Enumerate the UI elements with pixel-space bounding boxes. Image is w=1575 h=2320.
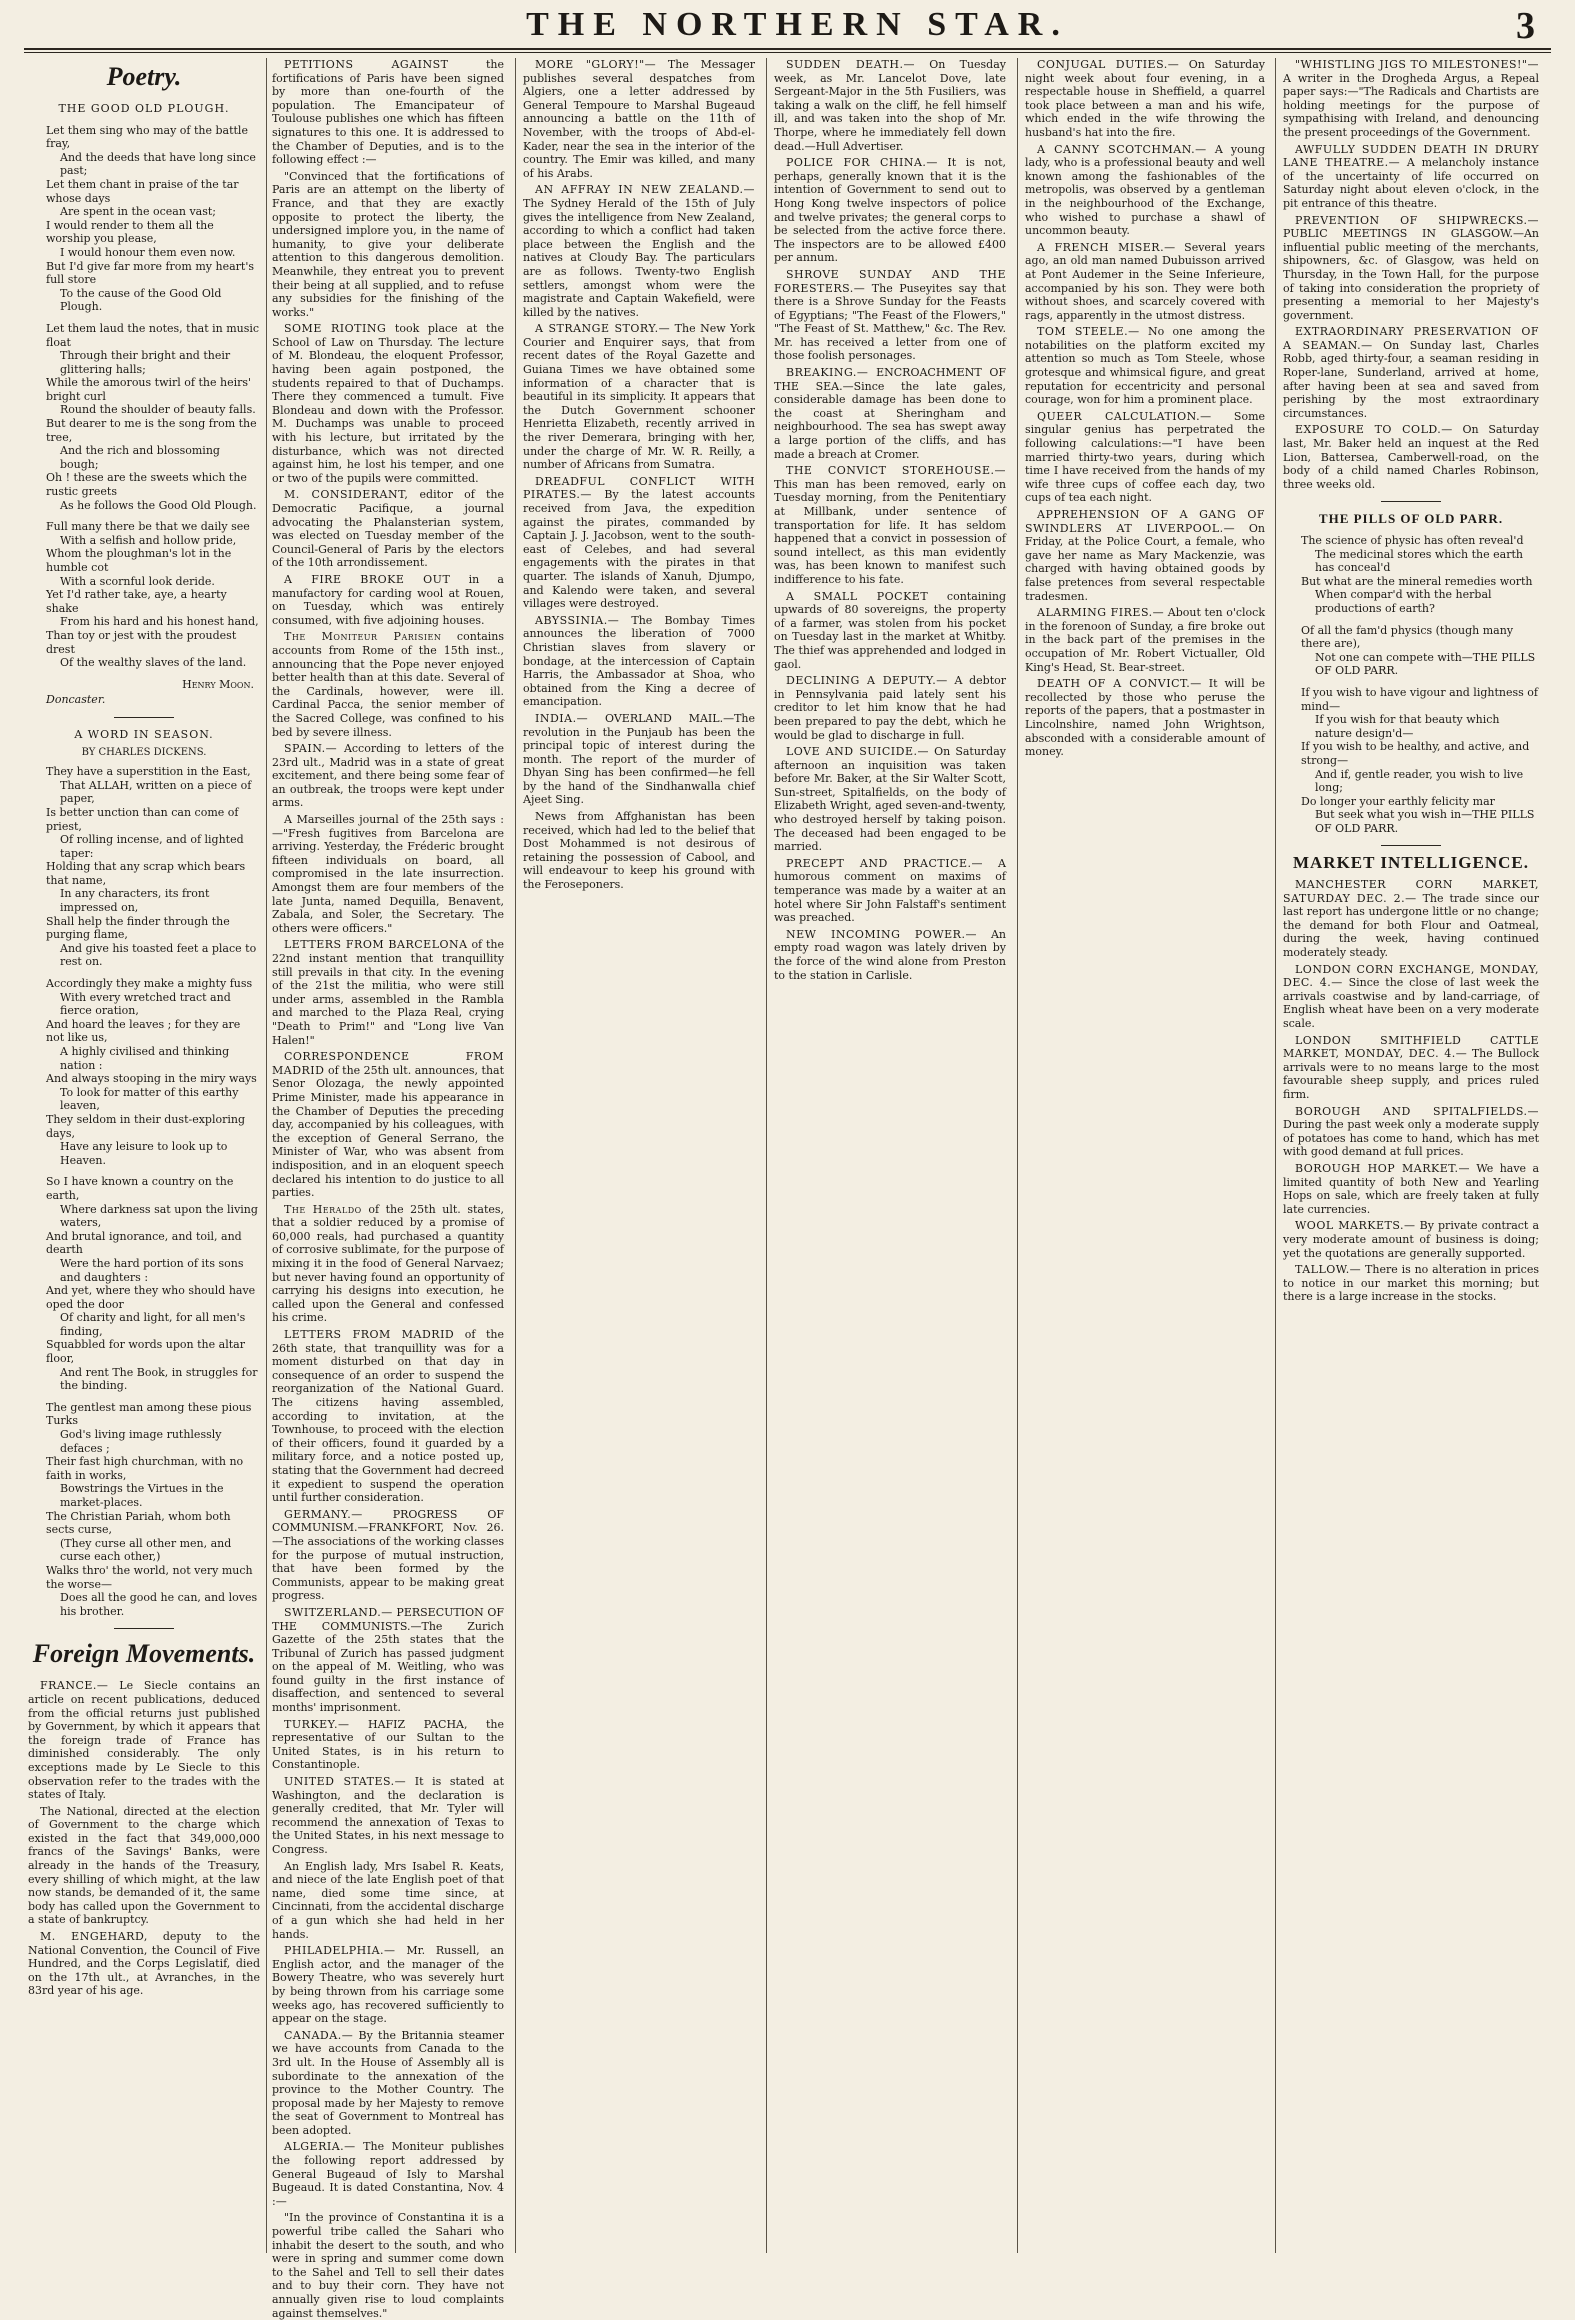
- article-lead: PETITIONS AGAINST: [284, 58, 449, 71]
- stanza: [46, 321, 263, 512]
- verse-line: But I'd give far more from my heart's full store: [46, 259, 258, 287]
- verse-line: With every wretched tract and fierce oration,: [60, 990, 235, 1018]
- article-paragraph: [272, 630, 504, 739]
- verse-line: As he follows the Good Old Plough.: [60, 498, 257, 512]
- verse-line: And if, gentle reader, you wish to live long;: [1315, 767, 1527, 795]
- article-lead: NEW INCOMING POWER.—: [786, 927, 977, 941]
- article-text: During the past week only a moderate supply of potatoes has come to hand, which has met with good demand at full prices.: [1283, 1118, 1539, 1159]
- article-lead: A FRENCH MISER.—: [1037, 240, 1176, 254]
- verse-line: And the rich and blossoming bough;: [60, 444, 224, 471]
- article-paragraph: [272, 1328, 504, 1505]
- article-text: On Saturday afternoon an inquisition was taken before Mr. Baker, at the Sir Walter Scott, Sun-street, Spitalfields, on the body of Elizabeth Wright, aged seven-and-twenty, who destroyed herself by taking poison. The deceased had been engaged to be married.: [774, 745, 1006, 854]
- article-text: It will be recollected by those who peruse the reports of the papers, that a postmaster in Lincolnshire, named John Wrightson, absconded with a considerable amount of money.: [1025, 677, 1266, 759]
- article-paragraph: [272, 1606, 504, 1715]
- article-text: PUBLIC MEETINGS IN GLASGOW.—An influential public meeting of the merchants, shipowners, &c. of Glasgow, was held on Thursday, in the Town Hall, for the purpose of taking into consideration the propriety of presenting a memorial to her Majesty's government.: [1283, 227, 1539, 322]
- article-paragraph: [272, 488, 504, 570]
- verse-line: And brutal ignorance, and toil, and dearth: [46, 1229, 246, 1257]
- article-text: It is not, perhaps, generally known that it is the intention of Government to send out to Hong Kong twelve inspectors of police and twelve privates; the general corps to be selected from the active force there. The inspectors are to be allowed £400 per annum.: [774, 156, 1006, 265]
- article-lead: A CANNY SCOTCHMAN.—: [1037, 142, 1207, 156]
- article-paragraph: [523, 58, 755, 180]
- article-lead: TURKEY.—: [284, 1717, 350, 1731]
- article-list: [272, 58, 504, 2320]
- article-lead: "WHISTLING JIGS TO MILESTONES!"—: [1295, 58, 1539, 71]
- article-text: A melancholy instance of the uncertainty of life occurred on Saturday night about eleven o'clock, in the pit entrance of this theatre.: [1283, 156, 1540, 210]
- article-lead: DECLINING A DEPUTY.—: [786, 674, 948, 688]
- verse-line: Where darkness sat upon the living waters,: [60, 1202, 262, 1230]
- article-paragraph: [523, 712, 755, 807]
- verse-line: Are spent in the ocean vast;: [60, 205, 216, 219]
- article-text: About ten o'clock in the forenoon of Sunday, a fire broke out in the back part of the premises in the occupation of Mr. Robert Victualler, Old King's Head, St. Bear-street.: [1025, 606, 1265, 674]
- article-paragraph: [1025, 677, 1265, 759]
- article-lead: LOVE AND SUICIDE.—: [786, 745, 929, 759]
- article-paragraph: [1283, 1219, 1539, 1260]
- verse-line: And rent The Book, in struggles for the binding.: [60, 1365, 261, 1393]
- stanza: [46, 1401, 260, 1619]
- article-text: took place at the School of Law on Thursday. The lecture of M. Blondeau, the eloquent Professor, having been again postponed, the students repaired to that of Duchamps. There they commenced a tumult. Five Blondeau and down with the Professor. M. Duchamps was unable to proceed with his lecture, but irritated by the disturbance, which was not directed against him, he lost his temper, and one or two of the pupils were committed.: [272, 322, 504, 485]
- poem-body: [46, 123, 263, 670]
- article-paragraph: [1025, 241, 1265, 323]
- verse-line: Their fast high churchman, with no faith in works,: [46, 1455, 247, 1482]
- article-text: containing upwards of 80 sovereigns, the property of a farmer, was stolen from his pocket on Tuesday last in the market at Whitby. The thief was apprehended and lodged in gaol.: [774, 589, 1006, 671]
- article-text: The Sydney Herald of the 15th of July gives the intelligence from New Zealand, according to which a conflict had taken place between the English and the natives at Cloudy Bay. The particulars are as follows. Twenty-two English settlers, amongst whom were the magistrate and Captain Wakefield, were killed by the natives.: [523, 196, 755, 319]
- verse-line: To look for matter of this earthy leaven,: [60, 1085, 242, 1113]
- article-lead: CANADA.—: [284, 2028, 354, 2042]
- article-text: Le Siecle contains an article on recent publications, deduced from the official returns just published by Government, by which it appears that the foreign trade of France has diminished considerably. The only exceptions made by Le Siecle to this observation refer to the trades with the states of Italy.: [28, 1679, 261, 1802]
- article-paragraph: [523, 322, 755, 472]
- article-paragraph: [1025, 325, 1265, 407]
- verse-line: Have any leisure to look up to Heaven.: [60, 1140, 231, 1167]
- section-heading-foreign: Foreign Movements.: [32, 1639, 256, 1669]
- verse-line: I would render to them all the worship you please,: [46, 218, 218, 246]
- article-lead: LONDON SMITHFIELD CATTLE MARKET, MONDAY, DEC. 4.—: [1283, 1033, 1539, 1061]
- verse-line: Than toy or jest with the proudest drest: [46, 628, 240, 656]
- article-paragraph: [1283, 58, 1539, 140]
- article-text: The trade since our last report has undergone little or no change; the demand for both Flour and Oatmeal, during the week, having continued moderately steady.: [1283, 891, 1539, 960]
- verse-line: Full many there be that we daily see: [46, 520, 250, 534]
- article-lead: AWFULLY SUDDEN DEATH IN DRURY LANE THEATRE.—: [1283, 142, 1539, 170]
- verse-line: Bowstrings the Virtues in the market-places.: [60, 1482, 228, 1509]
- article-lead: POLICE FOR CHINA.—: [786, 156, 938, 170]
- article-paragraph: [523, 614, 755, 709]
- article-lead: A SMALL POCKET: [786, 589, 929, 603]
- rule-divider: [1381, 845, 1441, 846]
- article-lead: ALGERIA.—: [284, 2140, 356, 2154]
- stanza: [46, 124, 260, 314]
- article-paragraph: [1025, 143, 1265, 238]
- column-divider: [266, 58, 267, 2253]
- article-text: An English lady, Mrs Isabel R. Keats, and niece of the late English poet of that name, died some time since, at Cincinnati, from the accidental discharge of a gun which she had held in her hands.: [272, 1859, 504, 1941]
- verse-line: Yet I'd rather take, aye, a hearty shake: [46, 588, 231, 615]
- verse-line: To the cause of the Good Old Plough.: [60, 286, 225, 314]
- article-paragraph: [523, 810, 755, 892]
- article-paragraph: [774, 674, 1006, 742]
- article-text: The Messager publishes several despatches from Algiers, one a letter addressed by General Tempoure to Marshal Bugeaud announcing a battle on the 11th of November, with the troops of Abd-el-Kader, near the sea in the interior of the country. The Emir was killed, and many of his Arabs.: [523, 58, 756, 180]
- article-text: Several years ago, an old man named Dubuisson arrived at Pont Audemer in the Seine Inferieure, accompanied by his son. They were both without shoes, and scarcely covered with rags, apparently in the utmost distress.: [1025, 240, 1266, 322]
- stanza: [46, 520, 260, 670]
- article-text: The National, directed at the election of Government to the charge which existed in the fact that 349,000,000 francs of the Savings' Banks, were already in the hands of the Treasury, every shilling of which might, at the law now stands, be demanded of it, the same body has called upon the Government to a state of bankruptcy.: [28, 1804, 260, 1927]
- article-text: the fortifications of Paris have been signed by more than one-fourth of the population. The Emancipateur of Toulouse publishes one which has fifteen signatures to this one. It is addressed to the Chamber of Deputies, and is to the following effect :—: [272, 58, 504, 167]
- article-lead: SPAIN.—: [284, 742, 338, 756]
- article-paragraph: [272, 170, 504, 320]
- column-divider: [1017, 58, 1018, 2253]
- article-text: "Convinced that the fortifications of Paris are an attempt on the liberty of France, and that they are exactly opposite to protect the liberty, the undersigned implore you, in the name of humanity, to give your deliberate attention to this dangerous demolition. Meanwhile, they entreat you to prevent their being at all supplied, and to refuse any subsidies for the finishing of the works.": [272, 169, 504, 319]
- poem-title: THE PILLS OF OLD PARR.: [1318, 511, 1504, 527]
- article-lead: AN AFFRAY IN NEW ZEALAND.—: [535, 183, 755, 197]
- article-text: contains accounts from Rome of the 15th inst., announcing that the Pope never enjoyed better health than at this date. Several of the Cardinals, however, were ill. Cardinal Pacca, the senior member of the Sacred College, was confined to his bed by severe illness.: [272, 630, 504, 739]
- article-lead: PREVENTION OF SHIPWRECKS.—: [1295, 213, 1539, 227]
- verse-line: God's living image ruthlessly defaces ;: [60, 1428, 225, 1455]
- column-news: [1025, 58, 1265, 2253]
- verse-line: They seldom in their dust-exploring days,: [46, 1112, 249, 1140]
- article-text: By the Britannia steamer we have accounts from Canada to the 3rd ult. In the House of Assembly all is subordinate to the annexation of the province to the Mother Country. The proposal made by her Majesty to remove the seat of Government to Montreal has been adopted.: [272, 2028, 505, 2137]
- verse-line: (They curse all other men, and curse each other,): [60, 1536, 235, 1564]
- verse-line: Let them sing who may of the battle fray,: [46, 123, 252, 151]
- stanza: [1301, 624, 1539, 678]
- article-lead: LONDON CORN EXCHANGE, MONDAY, DEC. 4.—: [1283, 962, 1539, 990]
- article-paragraph: [1283, 1263, 1539, 1304]
- column-divider: [766, 58, 767, 2253]
- article-lead: SUDDEN DEATH.—: [786, 58, 915, 71]
- rule-divider: [114, 1628, 174, 1629]
- poem-place: Doncaster.: [46, 693, 106, 707]
- verse-line: When compar'd with the herbal productions of earth?: [1315, 588, 1496, 615]
- article-text: It is stated at Washington, and the declaration is generally credited, that Mr. Tyler will recommend the annexation of Texas to the United States, in his next message to Congress.: [272, 1775, 504, 1856]
- article-paragraph: [774, 58, 1006, 153]
- section-heading-poetry: Poetry.: [106, 62, 182, 91]
- article-lead: PRECEPT AND PRACTICE.—: [786, 856, 984, 870]
- rule-divider: [1381, 501, 1441, 502]
- article-lead: ALARMING FIRES.—: [1037, 606, 1165, 620]
- article-list: [523, 58, 755, 892]
- article-text: HAFIZ PACHA, the representative of our Sultan to the United States, is in his return to Constantinople.: [272, 1717, 505, 1772]
- article-paragraph: [1283, 143, 1539, 211]
- verse-line: Oh ! these are the sweets which the rustic greets: [46, 471, 251, 499]
- article-text: On Friday, at the Police Court, a female, who gave her name as Mary Mackenzie, was charged with having obtained goods by false pretences from several respectable tradesmen.: [1025, 521, 1265, 603]
- poem-body: [1301, 534, 1542, 835]
- article-lead: TOM STEELE.—: [1037, 325, 1140, 339]
- market-heading: MARKET INTELLIGENCE.: [1292, 853, 1529, 873]
- article-text: The Puseyites say that there is a Shrove Sunday for the Feasts of Egyptians; "The Feast of the Flowers," "The Feast of St. Matthew," &c. The Rev. Mr. has received a letter from one of those foolish personages.: [774, 281, 1006, 363]
- verse-line: Let them laud the notes, that in music float: [46, 321, 263, 349]
- article-paragraph: [272, 2140, 504, 2208]
- article-lead: SHROVE SUNDAY AND THE FORESTERS.—: [774, 267, 1006, 295]
- article-paragraph: [1025, 58, 1265, 140]
- article-text: Since the close of last week the arrivals coastwise and by land-carriage, of English wheat have been on a very moderate scale.: [1283, 976, 1539, 1030]
- article-lead: QUEER CALCULATION.—: [1037, 409, 1212, 423]
- verse-line: Holding that any scrap which bears that name,: [46, 860, 249, 887]
- article-lead: SOME RIOTING: [284, 322, 387, 336]
- verse-line: Squabbled for words upon the altar floor,: [46, 1338, 249, 1366]
- column-foreign-news: [272, 58, 505, 2320]
- article-lead: LETTERS FROM MADRID: [284, 1328, 455, 1342]
- article-text: OVERLAND MAIL.—The revolution in the Punjaub has been the principal topic of interest during the month. The report of the murder of Dhyan Sing has been confirmed—he fell by the hand of the Sindhanwalla chief Ajeet Sing.: [523, 711, 755, 807]
- verse-line: The medicinal stores which the earth has conceal'd: [1315, 547, 1527, 575]
- verse-line: Shall help the finder through the purging flame,: [46, 914, 234, 942]
- verse-line: And give his toasted feet a place to rest on.: [60, 941, 260, 969]
- article-lead: A FIRE BROKE OUT: [284, 572, 451, 586]
- article-lead: GERMANY.—: [284, 1507, 363, 1521]
- article-paragraph: [774, 590, 1006, 672]
- verse-line: From his hard and his honest hand,: [60, 615, 259, 629]
- article-paragraph: [1283, 325, 1539, 420]
- article-paragraph: [1283, 1105, 1539, 1159]
- article-text: The Bombay Times announces the liberation of 7000 Christian slaves from slavery or bondage, at the intercession of Captain Harris, the Ambassador at Shoa, who obtained from the King a decree of emancipation.: [523, 613, 755, 709]
- article-paragraph: [774, 464, 1006, 586]
- article-lead: INDIA.—: [535, 711, 589, 725]
- article-lead: TALLOW.—: [1295, 1263, 1362, 1277]
- verse-line: Of rolling incense, and of lighted taper:: [60, 833, 248, 860]
- article-text: We have a limited quantity of both New and Yearling Hops on sale, which are freely taken at fully late currencies.: [1283, 1161, 1540, 1216]
- article-text: A debtor in Pennsylvania paid lately sent his creditor to let him know that he had been prepared to pay the debt, which he would be glad to discharge in full.: [774, 674, 1006, 742]
- article-lead: PHILADELPHIA.—: [284, 1944, 396, 1958]
- article-text: PROGRESS OF COMMUNISM.—FRANKFORT, Nov. 26.—The associations of the working classes for the purpose of mutual instruction, that have been formed by the Communists, appear to be making great progress.: [272, 1507, 505, 1603]
- article-paragraph: [774, 366, 1006, 461]
- verse-line: A highly civilised and thinking nation :: [60, 1045, 233, 1072]
- article-paragraph: [272, 938, 504, 1047]
- verse-line: Is better unction than can come of priest,: [46, 805, 242, 833]
- verse-line: Round the shoulder of beauty falls.: [60, 403, 256, 417]
- article-paragraph: [272, 2029, 504, 2138]
- verse-line: I would honour them even now.: [60, 245, 236, 259]
- article-paragraph: [1283, 878, 1539, 960]
- stanza: [46, 1175, 260, 1393]
- verse-line: Of all the fam'd physics (though many there are),: [1301, 623, 1517, 651]
- article-paragraph: [272, 813, 504, 935]
- stanza: [1301, 685, 1542, 836]
- article-lead: WOOL MARKETS.—: [1295, 1219, 1416, 1233]
- article-paragraph: [1283, 963, 1539, 1031]
- article-lead: A STRANGE STORY.—: [535, 322, 671, 336]
- article-paragraph: [272, 1718, 504, 1772]
- article-paragraph: [1283, 1162, 1539, 1216]
- column-news: [774, 58, 1006, 2253]
- verse-line: Through their bright and their glittering halls;: [60, 349, 234, 376]
- article-lead: ABYSSINIA.—: [535, 613, 620, 627]
- verse-line: So I have known a country on the earth,: [46, 1175, 237, 1202]
- article-text: The Moniteur publishes the following report addressed by General Bugeaud of Isly to Marshal Bugeaud. It is dated Constantina, Nov. 4 :—: [272, 2140, 504, 2208]
- article-lead: SWITZERLAND.—: [284, 1605, 393, 1619]
- article-paragraph: [272, 1203, 504, 1325]
- verse-line: Whom the ploughman's lot in the humble cot: [46, 547, 235, 574]
- article-text: Some singular genius has perpetrated the following calculations:—"I have been married thirty-two years, during which time I have received from the hands of my wife three cups of coffee each day, two cups of tea each night.: [1025, 409, 1266, 505]
- stanza: [1301, 534, 1539, 616]
- article-text: By private contract a very moderate amount of business is doing; yet the quotations are generally supported.: [1283, 1219, 1540, 1260]
- article-list: [28, 1679, 260, 1998]
- verse-line: And the deeds that have long since past;: [60, 150, 260, 178]
- article-paragraph: [272, 322, 504, 485]
- article-paragraph: [28, 1805, 260, 1927]
- article-text: According to letters of the 23rd ult., Madrid was in a state of great excitement, and there being some fear of an outbreak, the troops were kept under arms.: [272, 742, 504, 810]
- article-paragraph: [28, 1930, 260, 1998]
- verse-line: The science of physic has often reveal'd: [1301, 534, 1524, 547]
- article-lead: The Moniteur Parisien: [284, 630, 442, 644]
- verse-line: Does all the good he can, and loves his brother.: [60, 1591, 261, 1618]
- article-text: of the 22nd instant mention that tranquillity still prevails in that city. In the evening of the 21st the militia, who were still under arms, assembled in the Rambla and marched to the Plaza Real, crying "Death to Prim!" and "Long live Van Halen!": [272, 938, 504, 1047]
- verse-line: That ALLAH, written on a piece of paper,: [60, 778, 255, 806]
- article-text: The New York Courier and Enquirer says, that from recent dates of the Royal Gazette and Guiana Times we have obtained some information of a character that is beautiful in its simplicity. It appears that the Dutch Government schooner Henrietta Elizabeth, recently arrived in the river Demerara, bringing with her, under the charge of Mr. W. R. Reilly, a number of Africans from Sumatra.: [523, 322, 756, 472]
- article-list: [774, 58, 1006, 982]
- poem-signature: Henry Moon.: [182, 677, 254, 691]
- stanza: [46, 765, 260, 969]
- poem-body: [46, 765, 260, 1618]
- article-text: A Marseilles journal of the 25th says :—"Fresh fugitives from Barcelona are arriving. Yesterday, the Fréderic brought fifteen individuals on board, all compromised in the late insurrection. Amongst them are four members of the late Junta, named Dequilla, Benavent, Zabala, and Soler, the Secretary. The others were officers.": [272, 813, 504, 935]
- article-lead: CORRESPONDENCE FROM MADRID: [272, 1050, 504, 1077]
- article-text: On Saturday last, Mr. Baker held an inquest at the Red Lion, Battersea, Camberwell-road, on the body of a child named Charles Robinson, three weeks old.: [1283, 423, 1539, 491]
- article-lead: EXTRAORDINARY PRESERVATION OF A SEAMAN.—: [1283, 325, 1539, 352]
- article-text: in a manufactory for carding wool at Rouen, on Tuesday, which was entirely consumed, with five adjoining houses.: [272, 572, 504, 627]
- article-paragraph: [28, 1679, 260, 1801]
- article-paragraph: [774, 928, 1006, 982]
- article-text: On Saturday night week about four evening, in a respectable house in Sheffield, a quarrel took place between a man and his wife, which ended in the wife throwing the husband's hat into the fire.: [1025, 58, 1265, 139]
- article-text: A young lady, who is a professional beauty and well known among the fashionables of the metropolis, was observed by a gentleman in the neighbourhood of the Exchange, who wished to purchase a shawl of uncommon beauty.: [1025, 142, 1265, 238]
- verse-line: The gentlest man among these pious Turks: [46, 1400, 255, 1428]
- article-paragraph: [272, 1775, 504, 1857]
- article-lead: EXPOSURE TO COLD.—: [1295, 423, 1453, 437]
- masthead: [60, 4, 1535, 48]
- article-text: There is no alteration in prices to notice in our market this morning; but there is a large increase in the stocks.: [1283, 1263, 1539, 1304]
- stanza: [46, 977, 260, 1167]
- verse-line: With a selfish and hollow pride,: [60, 533, 237, 547]
- poem-byline: BY CHARLES DICKENS.: [81, 746, 207, 758]
- verse-line: Were the hard portion of its sons and daughters :: [60, 1256, 247, 1284]
- article-text: "In the province of Constantina it is a powerful tribe called the Sahari who inhabit the desert to the south, and who were in spring and summer come down to the Sahel and Tell to sell their dates and to buy their corn. They have not annually given rise to loud complaints against themselves.": [272, 2211, 504, 2320]
- poem-title: THE GOOD OLD PLOUGH.: [58, 102, 230, 115]
- article-lead: MANCHESTER CORN MARKET, SATURDAY DEC. 2.—: [1283, 878, 1539, 905]
- masthead-rule-thin: [24, 52, 1551, 53]
- article-paragraph: [774, 857, 1006, 925]
- article-lead: BOROUGH AND SPITALFIELDS.—: [1295, 1104, 1539, 1118]
- article-text: PERSECUTION OF THE COMMUNISTS.—The Zurich Gazette of the 25th states that the Tribunal of Zurich has passed judgment on the appeal of M. Weitling, who was found guilty in the first instance of disaffection, and sentenced to several months' imprisonment.: [272, 1605, 504, 1715]
- article-paragraph: [272, 1860, 504, 1942]
- article-lead: M. CONSIDERANT,: [284, 488, 409, 502]
- article-list: [1025, 58, 1265, 759]
- verse-line: If you wish to be healthy, and active, and strong—: [1301, 740, 1533, 767]
- verse-line: Of charity and light, for all men's finding,: [60, 1311, 249, 1338]
- article-list: [1283, 878, 1539, 1304]
- column-poetry: [28, 58, 263, 2253]
- article-paragraph: [1283, 1034, 1539, 1102]
- article-paragraph: [774, 268, 1006, 363]
- newspaper-title: THE NORTHERN STAR.: [526, 6, 1069, 43]
- article-text: On Sunday last, Charles Robb, aged thirty-four, a seaman residing in Roper-lane, Sunderland, arrived at home, after having been at sea and saved from perishing by the most extraordinary circumstances.: [1283, 338, 1539, 420]
- column-news: [523, 58, 755, 2253]
- verse-line: Do longer your earthly felicity mar: [1301, 794, 1495, 808]
- article-paragraph: [1025, 606, 1265, 674]
- article-lead: LETTERS FROM BARCELONA: [284, 938, 468, 952]
- article-text: deputy to the National Convention, the Council of Five Hundred, and the Corps Legislatif, died on the 17th ult., at Avranches, in the 83rd year of his age.: [28, 1930, 260, 1998]
- article-lead: DEATH OF A CONVICT.—: [1037, 677, 1202, 691]
- verse-line: And yet, where they who should have oped the door: [46, 1284, 259, 1311]
- article-text: ENCROACHMENT OF THE SEA.—Since the late gales, considerable damage has been done to the coast at Sheringham and neighbourhood. The sea has swept away a large portion of the cliffs, and has made a breach at Cromer.: [774, 366, 1006, 461]
- article-text: A humorous comment on maxims of temperance was made by a waiter at an hotel where Sir John Falstaff's sentiment was preached.: [774, 856, 1006, 925]
- article-paragraph: [1025, 410, 1265, 505]
- verse-line: Of the wealthy slaves of the land.: [60, 656, 247, 670]
- verse-line: If you wish for that beauty which nature design'd—: [1315, 713, 1504, 740]
- verse-line: But seek what you wish in—THE PILLS OF OLD PARR.: [1315, 808, 1538, 835]
- article-paragraph: [774, 745, 1006, 854]
- verse-line: If you wish to have vigour and lightness of mind—: [1301, 685, 1542, 713]
- article-paragraph: [774, 156, 1006, 265]
- article-lead: MORE "GLORY!"—: [535, 58, 657, 71]
- article-text: By the latest accounts received from Java, the expedition against the pirates, commanded by Captain J. J. Jacobson, went to the south-east of Celebes, and had several engagements with the pirates in that quarter. The islands of Xanuh, Djumpo, and Kalendo were taken, and several villages were destroyed.: [523, 488, 755, 611]
- article-lead: FRANCE.—: [40, 1679, 109, 1693]
- article-lead: The Heraldo: [284, 1202, 362, 1216]
- article-paragraph: [523, 475, 755, 611]
- article-paragraph: [272, 742, 504, 810]
- article-text: of the 25th ult. announces, that Senor Olozaga, the newly appointed Prime Minister, made his appearance in the Chamber of Deputies the preceding day, accompanied by his colleagues, with the exception of General Serrano, the Minister of War, who was absent from indisposition, and in an eloquent speech declared his intention to do justice to all parties.: [272, 1063, 505, 1200]
- article-paragraph: [272, 573, 504, 627]
- verse-line: The Christian Pariah, whom both sects curse,: [46, 1509, 235, 1537]
- verse-line: Accordingly they make a mighty fuss: [46, 977, 253, 991]
- article-text: The Bullock arrivals were to no means large to the most favourable sheep supply, and prices ruled firm.: [1283, 1047, 1539, 1101]
- article-text: This man has been removed, early on Tuesday morning, from the Penitentiary at Millbank, under sentence of transportation for life. It has seldom happened that a convict in possession of sound intellect, as this man evidently was, has been known to manifest such indifference to his fate.: [774, 477, 1006, 586]
- article-paragraph: [1283, 423, 1539, 491]
- article-text: of the 26th state, that tranquillity was for a moment disturbed on that day in consequence of an order to suspend the reorganization of the National Guard. The citizens having assembled, according to invitation, at the Townhouse, to proceed with the election of their officers, found it guarded by a military force, and a notice posted up, stating that the Government had decreed it expedient to suspend the operation until further consideration.: [272, 1328, 504, 1505]
- article-text: On Tuesday week, as Mr. Lancelot Dove, late Sergeant-Major in the 5th Fusiliers, was taking a walk on the cliff, he fell himself ill, and was taken into the shop of Mr. Thorpe, where he immediately fell down dead.—Hull Advertiser.: [774, 58, 1006, 153]
- poem-title: A WORD IN SEASON.: [74, 727, 214, 741]
- column-news-and-markets: [1283, 58, 1542, 2253]
- article-paragraph: [1283, 214, 1539, 323]
- article-paragraph: [272, 1508, 504, 1603]
- column-divider: [1275, 58, 1276, 2253]
- verse-line: In any characters, its front impressed on,: [60, 887, 213, 915]
- verse-line: Let them chant in praise of the tar whose days: [46, 177, 243, 205]
- article-lead: BOROUGH HOP MARKET.—: [1295, 1161, 1470, 1175]
- verse-line: While the amorous twirl of the heirs' bright curl: [46, 376, 255, 403]
- article-paragraph: [1025, 508, 1265, 603]
- article-text: No one among the notabilities on the platform excited my attention so much as Tom Steele, whose grotesque and whimsical figure, and great reputation for eccentricity and personal courage, won for him a prominent place.: [1025, 325, 1265, 407]
- column-divider: [515, 58, 516, 2253]
- article-text: of the 25th ult. states, that a soldier reduced by a promise of 60,000 reals, had purchased a quantity of corrosive sublimate, for the purpose of mixing it in the food of General Narvaez; but never having found an opportunity of carrying his designs into execution, he called upon the General and confessed his crime.: [272, 1202, 505, 1325]
- article-lead: M. ENGEHARD,: [40, 1930, 148, 1944]
- verse-line: Walks thro' the world, not very much the worse—: [46, 1563, 257, 1591]
- article-paragraph: [523, 183, 755, 319]
- article-lead: CONJUGAL DUTIES.—: [1037, 58, 1180, 71]
- verse-line: But what are the mineral remedies worth: [1301, 574, 1533, 588]
- verse-line: Not one can compete with—THE PILLS OF OLD PARR.: [1315, 650, 1539, 678]
- article-lead: DREADFUL CONFLICT WITH PIRATES.—: [523, 474, 755, 502]
- article-lead: APPREHENSION OF A GANG OF SWINDLERS AT LIVERPOOL.—: [1025, 508, 1265, 535]
- verse-line: And always stooping in the miry ways: [46, 1072, 257, 1086]
- verse-line: They have a superstition in the East,: [46, 765, 251, 779]
- article-lead: THE CONVICT STOREHOUSE.—: [786, 464, 1006, 478]
- article-list: [1283, 58, 1539, 491]
- article-text: News from Affghanistan has been received, which had led to the belief that Dost Mohammed is not desirous of retaining the possession of Cabool, and will endeavour to keep his ground with the Feroseponers.: [523, 810, 755, 892]
- article-lead: BREAKING.—: [786, 366, 869, 380]
- article-text: editor of the Democratic Pacifique, a journal advocating the Phalansterian system, was elected on Tuesday member of the Council-General of Paris by the electors of the 10th arrondissement.: [272, 488, 505, 570]
- page-number: 3: [1516, 5, 1535, 47]
- verse-line: But dearer to me is the song from the tree,: [46, 417, 261, 444]
- article-text: Mr. Russell, an English actor, and the manager of the Bowery Theatre, who was severely hurt by being thrown from his carriage some weeks ago, has recovered sufficiently to appear on the stage.: [272, 1944, 504, 2026]
- article-paragraph: [272, 2211, 504, 2320]
- article-paragraph: [272, 1050, 504, 1200]
- masthead-rule: [24, 48, 1551, 50]
- verse-line: With a scornful look deride.: [60, 574, 215, 588]
- article-paragraph: [272, 58, 504, 167]
- article-text: An empty road wagon was lately driven by the force of the wind alone from Preston to the station in Carlisle.: [774, 927, 1006, 982]
- article-lead: UNITED STATES.—: [284, 1775, 407, 1789]
- article-text: A writer in the Drogheda Argus, a Repeal paper says:—"The Radicals and Chartists are holding meetings for the purpose of sympathising with Ireland, and denouncing the present proceedings of the Government.: [1283, 71, 1539, 139]
- article-paragraph: [272, 1944, 504, 2026]
- verse-line: And hoard the leaves ; for they are not like us,: [46, 1017, 244, 1045]
- rule-divider: [114, 717, 174, 718]
